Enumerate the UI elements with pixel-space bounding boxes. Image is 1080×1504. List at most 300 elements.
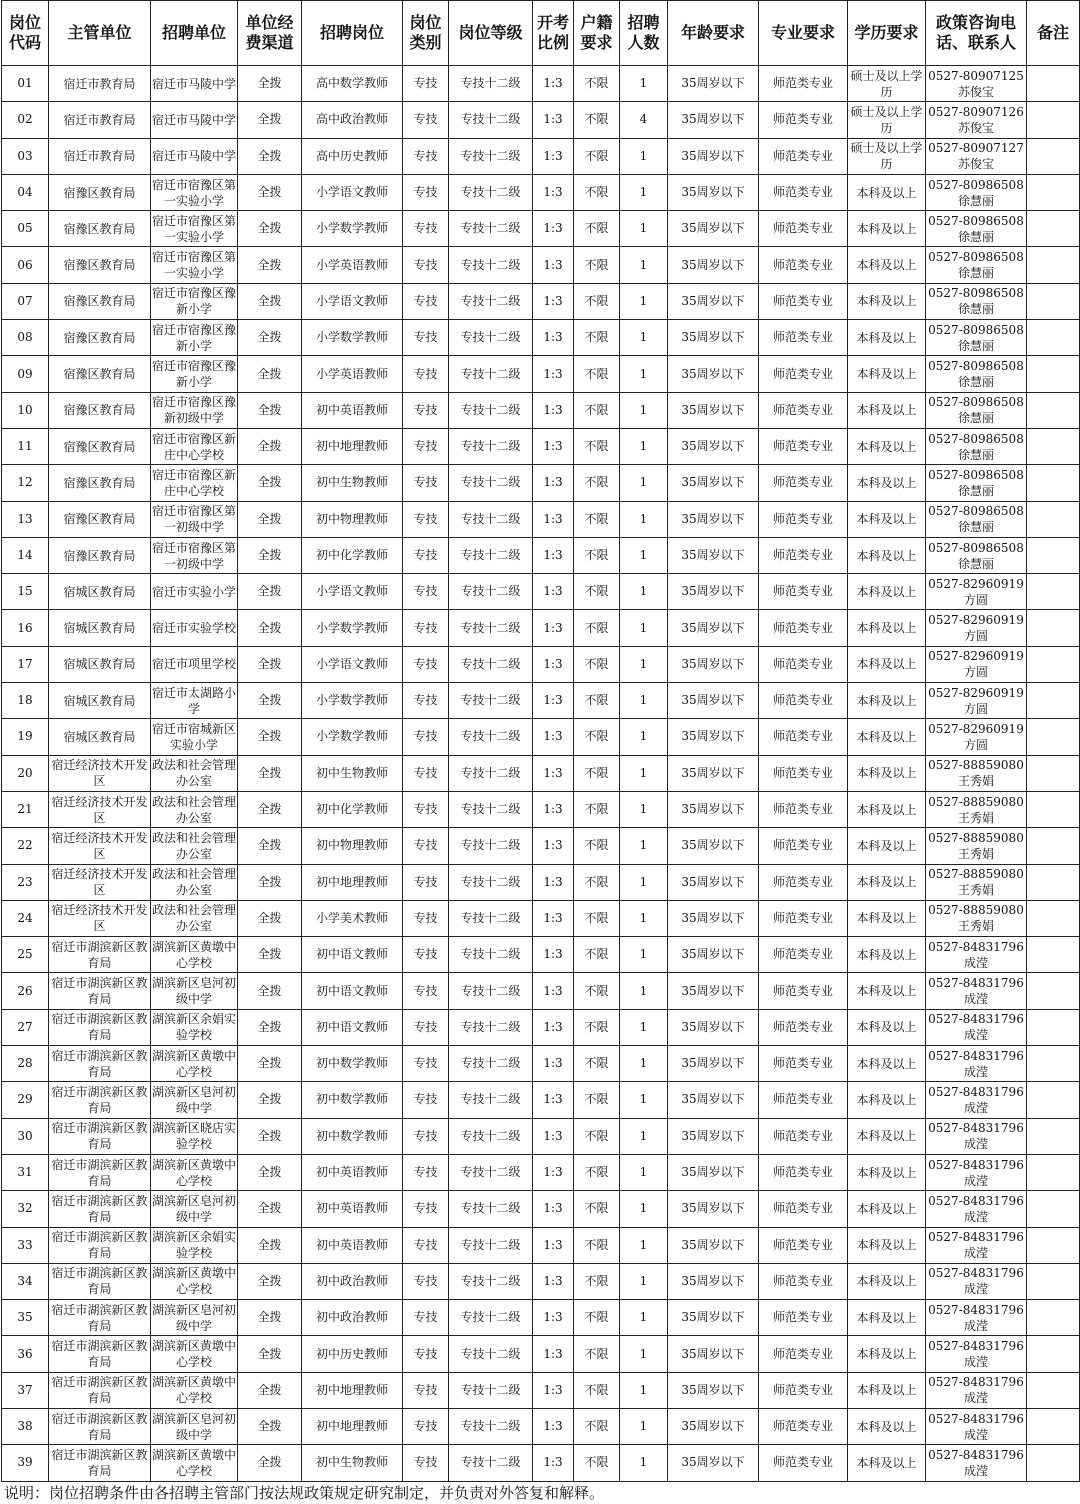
cell-age: 35周岁以下 <box>668 1372 759 1408</box>
cell-education: 本科及以上 <box>848 501 926 537</box>
cell-post-code: 29 <box>2 1082 49 1118</box>
cell-age: 35周岁以下 <box>668 574 759 610</box>
cell-contact: 0527-88859080 王秀娟 <box>926 900 1027 936</box>
cell-education: 本科及以上 <box>848 1263 926 1299</box>
cell-contact: 0527-82960919 方圆 <box>926 574 1027 610</box>
cell-grade: 专技十二级 <box>449 1227 533 1263</box>
cell-employer: 宿迁市马陵中学 <box>151 102 238 138</box>
cell-funding: 全拨 <box>238 428 302 464</box>
cell-remarks <box>1027 501 1080 537</box>
cell-age: 35周岁以下 <box>668 1445 759 1481</box>
cell-post-code: 18 <box>2 683 49 719</box>
cell-education: 本科及以上 <box>848 356 926 392</box>
table-row <box>2 465 1080 501</box>
cell-category: 专技 <box>403 392 449 428</box>
table-row <box>2 66 1080 102</box>
cell-grade: 专技十二级 <box>449 1082 533 1118</box>
cell-major: 师范类专业 <box>759 864 848 900</box>
cell-remarks <box>1027 791 1080 827</box>
cell-age: 35周岁以下 <box>668 646 759 682</box>
cell-headcount: 1 <box>620 1445 668 1481</box>
cell-major: 师范类专业 <box>759 537 848 573</box>
cell-contact: 0527-84831796 成滢 <box>926 1372 1027 1408</box>
cell-category: 专技 <box>403 1118 449 1154</box>
cell-funding: 全拨 <box>238 501 302 537</box>
cell-grade: 专技十二级 <box>449 937 533 973</box>
cell-funding: 全拨 <box>238 283 302 319</box>
cell-post-code: 17 <box>2 646 49 682</box>
cell-employer: 湖滨新区皂河初级中学 <box>151 1300 238 1336</box>
cell-employer: 宿迁市宿豫区豫新小学 <box>151 356 238 392</box>
cell-funding: 全拨 <box>238 1118 302 1154</box>
cell-remarks <box>1027 755 1080 791</box>
cell-position: 初中英语教师 <box>302 1227 403 1263</box>
header-position: 招聘岗位 <box>302 1 403 66</box>
cell-headcount: 1 <box>620 791 668 827</box>
cell-education: 本科及以上 <box>848 1046 926 1082</box>
cell-remarks <box>1027 1191 1080 1227</box>
cell-grade: 专技十二级 <box>449 791 533 827</box>
cell-authority: 宿迁市湖滨新区教育局 <box>49 1336 151 1372</box>
cell-remarks <box>1027 283 1080 319</box>
cell-education: 本科及以上 <box>848 392 926 428</box>
cell-hukou: 不限 <box>574 755 620 791</box>
table-row <box>2 719 1080 755</box>
cell-contact: 0527-88859080 王秀娟 <box>926 791 1027 827</box>
cell-major: 师范类专业 <box>759 1191 848 1227</box>
cell-education: 本科及以上 <box>848 1009 926 1045</box>
cell-category: 专技 <box>403 1009 449 1045</box>
cell-age: 35周岁以下 <box>668 900 759 936</box>
cell-authority: 宿迁经济技术开发区 <box>49 900 151 936</box>
cell-hukou: 不限 <box>574 864 620 900</box>
cell-hukou: 不限 <box>574 428 620 464</box>
cell-post-code: 19 <box>2 719 49 755</box>
cell-funding: 全拨 <box>238 719 302 755</box>
cell-contact: 0527-80907127 苏俊宝 <box>926 138 1027 174</box>
cell-contact: 0527-80986508 徐慧丽 <box>926 174 1027 210</box>
cell-age: 35周岁以下 <box>668 1263 759 1299</box>
cell-category: 专技 <box>403 1263 449 1299</box>
cell-major: 师范类专业 <box>759 1227 848 1263</box>
cell-ratio: 1:3 <box>533 610 574 646</box>
cell-position: 小学数学教师 <box>302 719 403 755</box>
cell-contact: 0527-80986508 徐慧丽 <box>926 392 1027 428</box>
cell-remarks <box>1027 900 1080 936</box>
cell-authority: 宿豫区教育局 <box>49 537 151 573</box>
cell-ratio: 1:3 <box>533 1082 574 1118</box>
cell-education: 本科及以上 <box>848 937 926 973</box>
cell-remarks <box>1027 1227 1080 1263</box>
cell-post-code: 24 <box>2 900 49 936</box>
cell-major: 师范类专业 <box>759 1263 848 1299</box>
cell-position: 高中历史教师 <box>302 138 403 174</box>
cell-ratio: 1:3 <box>533 247 574 283</box>
cell-contact: 0527-88859080 王秀娟 <box>926 864 1027 900</box>
cell-major: 师范类专业 <box>759 247 848 283</box>
table-row <box>2 1408 1080 1444</box>
cell-category: 专技 <box>403 1191 449 1227</box>
cell-ratio: 1:3 <box>533 828 574 864</box>
cell-authority: 宿迁市湖滨新区教育局 <box>49 1445 151 1481</box>
cell-major: 师范类专业 <box>759 828 848 864</box>
cell-employer: 湖滨新区黄墩中心学校 <box>151 1263 238 1299</box>
cell-hukou: 不限 <box>574 719 620 755</box>
cell-hukou: 不限 <box>574 646 620 682</box>
cell-hukou: 不限 <box>574 973 620 1009</box>
table-row <box>2 138 1080 174</box>
cell-ratio: 1:3 <box>533 683 574 719</box>
cell-ratio: 1:3 <box>533 864 574 900</box>
cell-hukou: 不限 <box>574 211 620 247</box>
cell-funding: 全拨 <box>238 1408 302 1444</box>
cell-post-code: 33 <box>2 1227 49 1263</box>
cell-post-code: 04 <box>2 174 49 210</box>
cell-education: 硕士及以上学历 <box>848 66 926 102</box>
cell-position: 初中英语教师 <box>302 1191 403 1227</box>
table-row <box>2 683 1080 719</box>
cell-grade: 专技十二级 <box>449 1118 533 1154</box>
cell-remarks <box>1027 320 1080 356</box>
cell-funding: 全拨 <box>238 211 302 247</box>
cell-grade: 专技十二级 <box>449 1263 533 1299</box>
cell-funding: 全拨 <box>238 683 302 719</box>
cell-ratio: 1:3 <box>533 356 574 392</box>
cell-authority: 宿迁经济技术开发区 <box>49 828 151 864</box>
cell-grade: 专技十二级 <box>449 501 533 537</box>
cell-category: 专技 <box>403 610 449 646</box>
cell-post-code: 32 <box>2 1191 49 1227</box>
cell-ratio: 1:3 <box>533 1227 574 1263</box>
cell-education: 本科及以上 <box>848 465 926 501</box>
cell-post-code: 13 <box>2 501 49 537</box>
cell-authority: 宿豫区教育局 <box>49 320 151 356</box>
cell-grade: 专技十二级 <box>449 174 533 210</box>
cell-position: 初中数学教师 <box>302 1118 403 1154</box>
table-body <box>2 66 1080 1482</box>
cell-employer: 湖滨新区余娟实验学校 <box>151 1227 238 1263</box>
cell-remarks <box>1027 646 1080 682</box>
cell-employer: 湖滨新区黄墩中心学校 <box>151 1445 238 1481</box>
table-row <box>2 864 1080 900</box>
cell-employer: 宿迁市实验小学 <box>151 574 238 610</box>
cell-remarks <box>1027 1300 1080 1336</box>
cell-headcount: 1 <box>620 1191 668 1227</box>
cell-contact: 0527-88859080 王秀娟 <box>926 755 1027 791</box>
cell-hukou: 不限 <box>574 247 620 283</box>
cell-contact: 0527-80986508 徐慧丽 <box>926 283 1027 319</box>
cell-contact: 0527-80986508 徐慧丽 <box>926 537 1027 573</box>
header-contact: 政策咨询电话、联系人 <box>926 1 1027 66</box>
cell-position: 小学数学教师 <box>302 320 403 356</box>
table-row <box>2 1227 1080 1263</box>
cell-age: 35周岁以下 <box>668 211 759 247</box>
cell-post-code: 39 <box>2 1445 49 1481</box>
cell-employer: 湖滨新区黄墩中心学校 <box>151 1372 238 1408</box>
cell-post-code: 16 <box>2 610 49 646</box>
cell-grade: 专技十二级 <box>449 828 533 864</box>
cell-major: 师范类专业 <box>759 138 848 174</box>
cell-age: 35周岁以下 <box>668 864 759 900</box>
cell-major: 师范类专业 <box>759 283 848 319</box>
cell-contact: 0527-84831796 成滢 <box>926 1046 1027 1082</box>
cell-contact: 0527-84831796 成滢 <box>926 1154 1027 1190</box>
cell-ratio: 1:3 <box>533 1263 574 1299</box>
cell-employer: 湖滨新区晓店实验学校 <box>151 1118 238 1154</box>
cell-authority: 宿迁市湖滨新区教育局 <box>49 1191 151 1227</box>
cell-headcount: 1 <box>620 138 668 174</box>
cell-remarks <box>1027 610 1080 646</box>
cell-post-code: 06 <box>2 247 49 283</box>
cell-hukou: 不限 <box>574 1154 620 1190</box>
cell-education: 本科及以上 <box>848 1118 926 1154</box>
cell-funding: 全拨 <box>238 574 302 610</box>
header-funding: 单位经费渠道 <box>238 1 302 66</box>
cell-remarks <box>1027 247 1080 283</box>
cell-contact: 0527-84831796 成滢 <box>926 1408 1027 1444</box>
cell-ratio: 1:3 <box>533 1445 574 1481</box>
cell-headcount: 1 <box>620 973 668 1009</box>
cell-employer: 宿迁市宿豫区第一实验小学 <box>151 247 238 283</box>
cell-post-code: 28 <box>2 1046 49 1082</box>
cell-ratio: 1:3 <box>533 937 574 973</box>
cell-employer: 宿迁市宿豫区新庄中心学校 <box>151 428 238 464</box>
cell-employer: 湖滨新区黄墩中心学校 <box>151 937 238 973</box>
cell-contact: 0527-84831796 成滢 <box>926 1009 1027 1045</box>
cell-post-code: 38 <box>2 1408 49 1444</box>
cell-headcount: 1 <box>620 66 668 102</box>
header-ratio: 开考比例 <box>533 1 574 66</box>
cell-contact: 0527-84831796 成滢 <box>926 1227 1027 1263</box>
cell-remarks <box>1027 864 1080 900</box>
cell-education: 本科及以上 <box>848 1300 926 1336</box>
cell-funding: 全拨 <box>238 392 302 428</box>
cell-major: 师范类专业 <box>759 973 848 1009</box>
cell-education: 本科及以上 <box>848 320 926 356</box>
cell-major: 师范类专业 <box>759 791 848 827</box>
cell-post-code: 15 <box>2 574 49 610</box>
cell-major: 师范类专业 <box>759 1445 848 1481</box>
cell-position: 初中生物教师 <box>302 465 403 501</box>
table-row <box>2 1009 1080 1045</box>
cell-contact: 0527-80986508 徐慧丽 <box>926 501 1027 537</box>
cell-age: 35周岁以下 <box>668 719 759 755</box>
cell-post-code: 25 <box>2 937 49 973</box>
cell-major: 师范类专业 <box>759 1300 848 1336</box>
cell-hukou: 不限 <box>574 1118 620 1154</box>
cell-remarks <box>1027 102 1080 138</box>
cell-major: 师范类专业 <box>759 937 848 973</box>
cell-major: 师范类专业 <box>759 102 848 138</box>
cell-employer: 宿迁市马陵中学 <box>151 66 238 102</box>
cell-age: 35周岁以下 <box>668 1118 759 1154</box>
cell-age: 35周岁以下 <box>668 1154 759 1190</box>
cell-age: 35周岁以下 <box>668 320 759 356</box>
cell-authority: 宿迁市湖滨新区教育局 <box>49 1046 151 1082</box>
cell-headcount: 1 <box>620 356 668 392</box>
cell-funding: 全拨 <box>238 610 302 646</box>
cell-remarks <box>1027 66 1080 102</box>
cell-grade: 专技十二级 <box>449 1009 533 1045</box>
cell-education: 本科及以上 <box>848 1082 926 1118</box>
cell-authority: 宿城区教育局 <box>49 574 151 610</box>
cell-education: 本科及以上 <box>848 428 926 464</box>
cell-category: 专技 <box>403 828 449 864</box>
cell-grade: 专技十二级 <box>449 537 533 573</box>
cell-major: 师范类专业 <box>759 465 848 501</box>
cell-authority: 宿迁市湖滨新区教育局 <box>49 973 151 1009</box>
cell-ratio: 1:3 <box>533 66 574 102</box>
cell-hukou: 不限 <box>574 66 620 102</box>
cell-education: 本科及以上 <box>848 1227 926 1263</box>
cell-hukou: 不限 <box>574 537 620 573</box>
cell-age: 35周岁以下 <box>668 937 759 973</box>
cell-funding: 全拨 <box>238 646 302 682</box>
cell-major: 师范类专业 <box>759 501 848 537</box>
cell-employer: 宿迁市实验学校 <box>151 610 238 646</box>
cell-authority: 宿迁市教育局 <box>49 138 151 174</box>
cell-remarks <box>1027 719 1080 755</box>
header-headcount: 招聘人数 <box>620 1 668 66</box>
cell-hukou: 不限 <box>574 1336 620 1372</box>
cell-hukou: 不限 <box>574 1408 620 1444</box>
cell-employer: 湖滨新区黄墩中心学校 <box>151 1154 238 1190</box>
cell-education: 本科及以上 <box>848 864 926 900</box>
cell-remarks <box>1027 138 1080 174</box>
cell-age: 35周岁以下 <box>668 1082 759 1118</box>
cell-funding: 全拨 <box>238 1191 302 1227</box>
cell-position: 小学英语教师 <box>302 247 403 283</box>
cell-contact: 0527-80986508 徐慧丽 <box>926 465 1027 501</box>
cell-ratio: 1:3 <box>533 646 574 682</box>
header-hukou: 户籍要求 <box>574 1 620 66</box>
cell-category: 专技 <box>403 719 449 755</box>
cell-category: 专技 <box>403 1154 449 1190</box>
table-row <box>2 755 1080 791</box>
cell-post-code: 35 <box>2 1300 49 1336</box>
cell-position: 小学数学教师 <box>302 610 403 646</box>
cell-major: 师范类专业 <box>759 392 848 428</box>
cell-hukou: 不限 <box>574 1372 620 1408</box>
cell-category: 专技 <box>403 283 449 319</box>
cell-funding: 全拨 <box>238 1263 302 1299</box>
cell-contact: 0527-84831796 成滢 <box>926 1445 1027 1481</box>
cell-remarks <box>1027 428 1080 464</box>
cell-post-code: 02 <box>2 102 49 138</box>
cell-post-code: 09 <box>2 356 49 392</box>
table-row <box>2 828 1080 864</box>
table-row <box>2 1300 1080 1336</box>
cell-category: 专技 <box>403 683 449 719</box>
cell-headcount: 1 <box>620 428 668 464</box>
cell-grade: 专技十二级 <box>449 247 533 283</box>
cell-post-code: 27 <box>2 1009 49 1045</box>
cell-funding: 全拨 <box>238 465 302 501</box>
cell-age: 35周岁以下 <box>668 428 759 464</box>
cell-major: 师范类专业 <box>759 211 848 247</box>
cell-authority: 宿豫区教育局 <box>49 428 151 464</box>
cell-contact: 0527-82960919 方圆 <box>926 610 1027 646</box>
cell-hukou: 不限 <box>574 283 620 319</box>
cell-major: 师范类专业 <box>759 1372 848 1408</box>
cell-employer: 宿迁市宿豫区新庄中心学校 <box>151 465 238 501</box>
cell-category: 专技 <box>403 864 449 900</box>
cell-headcount: 1 <box>620 900 668 936</box>
cell-position: 初中语文教师 <box>302 937 403 973</box>
cell-employer: 湖滨新区皂河初级中学 <box>151 1191 238 1227</box>
cell-education: 本科及以上 <box>848 646 926 682</box>
header-employer: 招聘单位 <box>151 1 238 66</box>
cell-ratio: 1:3 <box>533 1046 574 1082</box>
cell-headcount: 1 <box>620 1336 668 1372</box>
cell-education: 本科及以上 <box>848 211 926 247</box>
cell-hukou: 不限 <box>574 102 620 138</box>
cell-employer: 宿迁市宿豫区第一实验小学 <box>151 174 238 210</box>
cell-ratio: 1:3 <box>533 1154 574 1190</box>
cell-headcount: 1 <box>620 174 668 210</box>
cell-major: 师范类专业 <box>759 719 848 755</box>
cell-grade: 专技十二级 <box>449 1154 533 1190</box>
cell-headcount: 1 <box>620 1263 668 1299</box>
cell-grade: 专技十二级 <box>449 138 533 174</box>
cell-age: 35周岁以下 <box>668 755 759 791</box>
table-row <box>2 247 1080 283</box>
cell-position: 初中政治教师 <box>302 1300 403 1336</box>
cell-post-code: 01 <box>2 66 49 102</box>
cell-contact: 0527-82960919 方圆 <box>926 683 1027 719</box>
cell-headcount: 1 <box>620 1227 668 1263</box>
cell-ratio: 1:3 <box>533 791 574 827</box>
table-row <box>2 1191 1080 1227</box>
cell-remarks <box>1027 1372 1080 1408</box>
cell-headcount: 1 <box>620 283 668 319</box>
cell-employer: 政法和社会管理办公室 <box>151 900 238 936</box>
cell-remarks <box>1027 574 1080 610</box>
cell-education: 本科及以上 <box>848 1191 926 1227</box>
cell-remarks <box>1027 356 1080 392</box>
cell-major: 师范类专业 <box>759 1046 848 1082</box>
cell-education: 本科及以上 <box>848 755 926 791</box>
cell-age: 35周岁以下 <box>668 1009 759 1045</box>
cell-grade: 专技十二级 <box>449 66 533 102</box>
cell-post-code: 20 <box>2 755 49 791</box>
table-row <box>2 1336 1080 1372</box>
cell-headcount: 1 <box>620 1300 668 1336</box>
cell-category: 专技 <box>403 356 449 392</box>
cell-headcount: 1 <box>620 537 668 573</box>
cell-education: 本科及以上 <box>848 828 926 864</box>
cell-major: 师范类专业 <box>759 755 848 791</box>
cell-funding: 全拨 <box>238 66 302 102</box>
cell-ratio: 1:3 <box>533 501 574 537</box>
cell-employer: 宿迁市宿豫区豫新小学 <box>151 283 238 319</box>
cell-authority: 宿迁市湖滨新区教育局 <box>49 1300 151 1336</box>
cell-post-code: 26 <box>2 973 49 1009</box>
cell-position: 初中生物教师 <box>302 1445 403 1481</box>
cell-ratio: 1:3 <box>533 1336 574 1372</box>
cell-post-code: 10 <box>2 392 49 428</box>
cell-funding: 全拨 <box>238 537 302 573</box>
cell-remarks <box>1027 537 1080 573</box>
table-row <box>2 501 1080 537</box>
cell-authority: 宿迁市湖滨新区教育局 <box>49 1372 151 1408</box>
cell-headcount: 1 <box>620 247 668 283</box>
cell-remarks <box>1027 1082 1080 1118</box>
cell-authority: 宿迁经济技术开发区 <box>49 791 151 827</box>
cell-employer: 宿迁市宿豫区豫新初级中学 <box>151 392 238 428</box>
cell-hukou: 不限 <box>574 392 620 428</box>
table-row <box>2 102 1080 138</box>
